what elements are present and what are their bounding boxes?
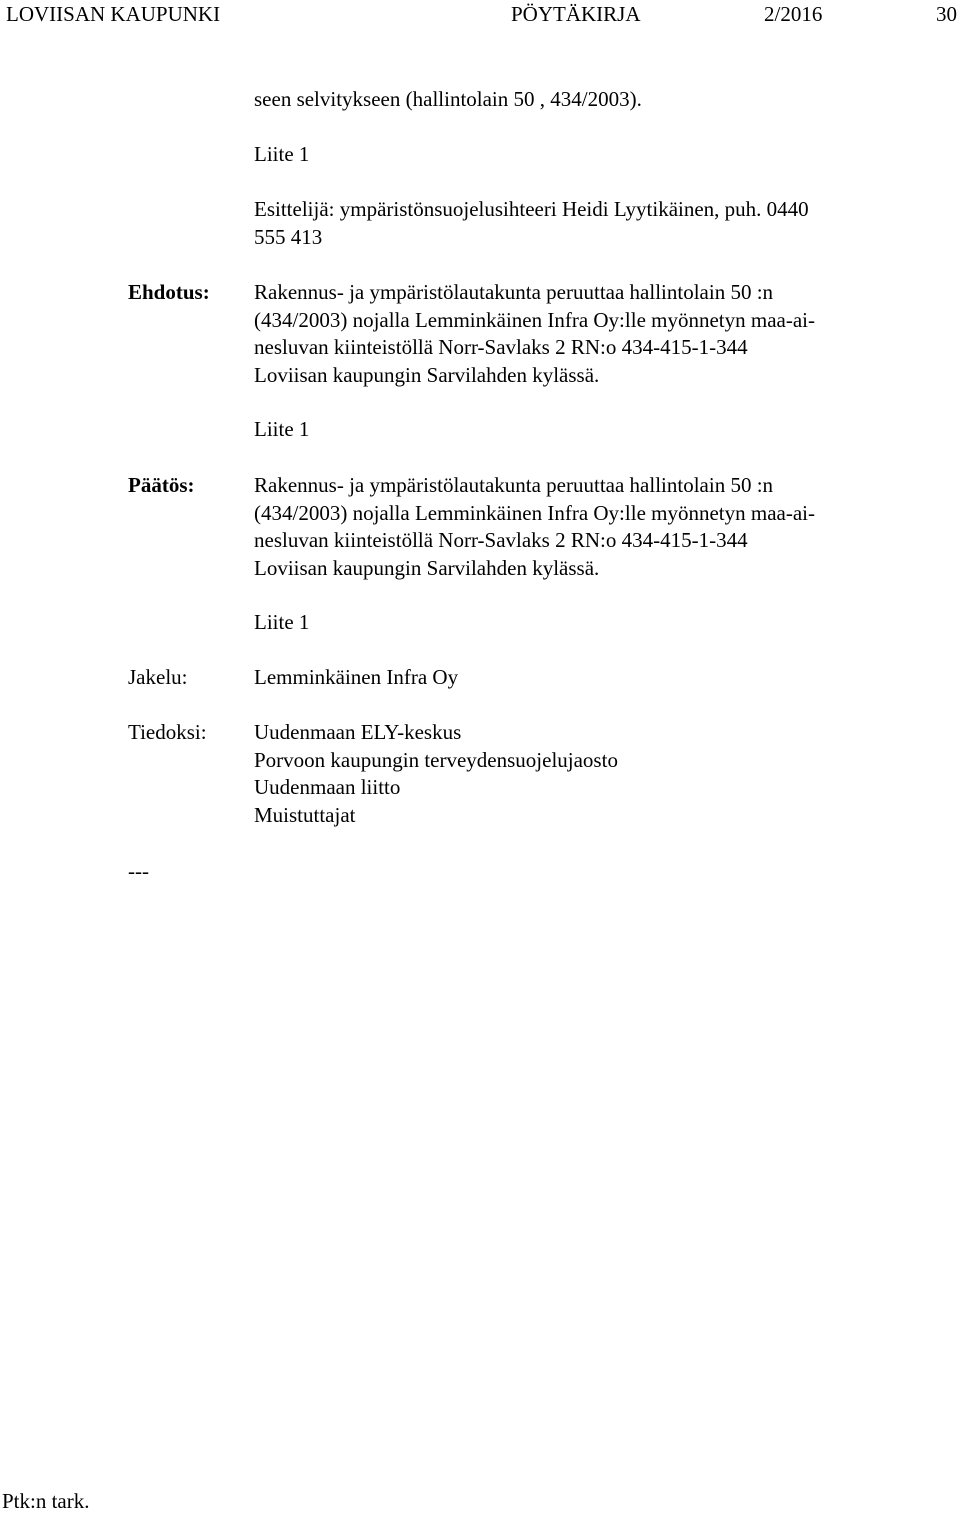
decision-line: (434/2003) nojalla Lemminkäinen Infra Oy:lle myönnetyn maa-ai-: [254, 500, 815, 525]
continuation-text: seen selvitykseen (hallintolain 50 , 434/2003).: [254, 87, 642, 111]
recipient-item: Uudenmaan liitto: [254, 775, 401, 799]
proposal-line: Rakennus- ja ympäristölautakunta peruuttaa hallintolain 50 :n: [254, 280, 774, 304]
proposal-line: (434/2003) nojalla Lemminkäinen Infra Oy:lle myönnetyn maa-ai-: [254, 307, 815, 332]
distribution-label: Jakelu:: [128, 665, 188, 689]
proposal-text: [254, 279, 815, 389]
recipient-item: Muistuttajat: [254, 802, 356, 827]
document-number: 2/2016: [764, 2, 823, 26]
recipient-item: Porvoon kaupungin terveydensuojelujaosto: [254, 747, 618, 772]
decision-line: Loviisan kaupungin Sarvilahden kylässä.: [254, 555, 600, 580]
distribution-recipient: Lemminkäinen Infra Oy: [254, 665, 459, 689]
intro-attachment: Liite 1: [254, 142, 310, 166]
organization-name: LOVIISAN KAUPUNKI: [6, 2, 221, 26]
proposal-attachment: Liite 1: [254, 417, 310, 441]
presenter-info: [254, 196, 809, 251]
decision-label: Päätös:: [128, 473, 195, 497]
decision-line: Rakennus- ja ympäristölautakunta peruuttaa hallintolain 50 :n: [254, 473, 774, 497]
recipient-item: Uudenmaan ELY-keskus: [254, 720, 462, 744]
page-number: 30: [936, 2, 957, 26]
decision-attachment: Liite 1: [254, 610, 310, 634]
proposal-label: Ehdotus:: [128, 280, 210, 304]
presenter-line: 555 413: [254, 224, 323, 249]
minutes-check-footer: Ptk:n tark.: [2, 1489, 90, 1513]
document-type: PÖYTÄKIRJA: [511, 2, 641, 26]
for-information-label: Tiedoksi:: [128, 720, 207, 744]
section-end-marker: ---: [128, 859, 149, 883]
proposal-line: nesluvan kiinteistöllä Norr-Savlaks 2 RN:o 434-415-1-344: [254, 335, 748, 359]
proposal-line: Loviisan kaupungin Sarvilahden kylässä.: [254, 362, 600, 387]
for-information-recipients: [254, 719, 618, 829]
presenter-line: Esittelijä: ympäristönsuojelusihteeri Heidi Lyytikäinen, puh. 0440: [254, 197, 809, 221]
decision-text: [254, 472, 815, 582]
decision-line: nesluvan kiinteistöllä Norr-Savlaks 2 RN:o 434-415-1-344: [254, 528, 748, 552]
